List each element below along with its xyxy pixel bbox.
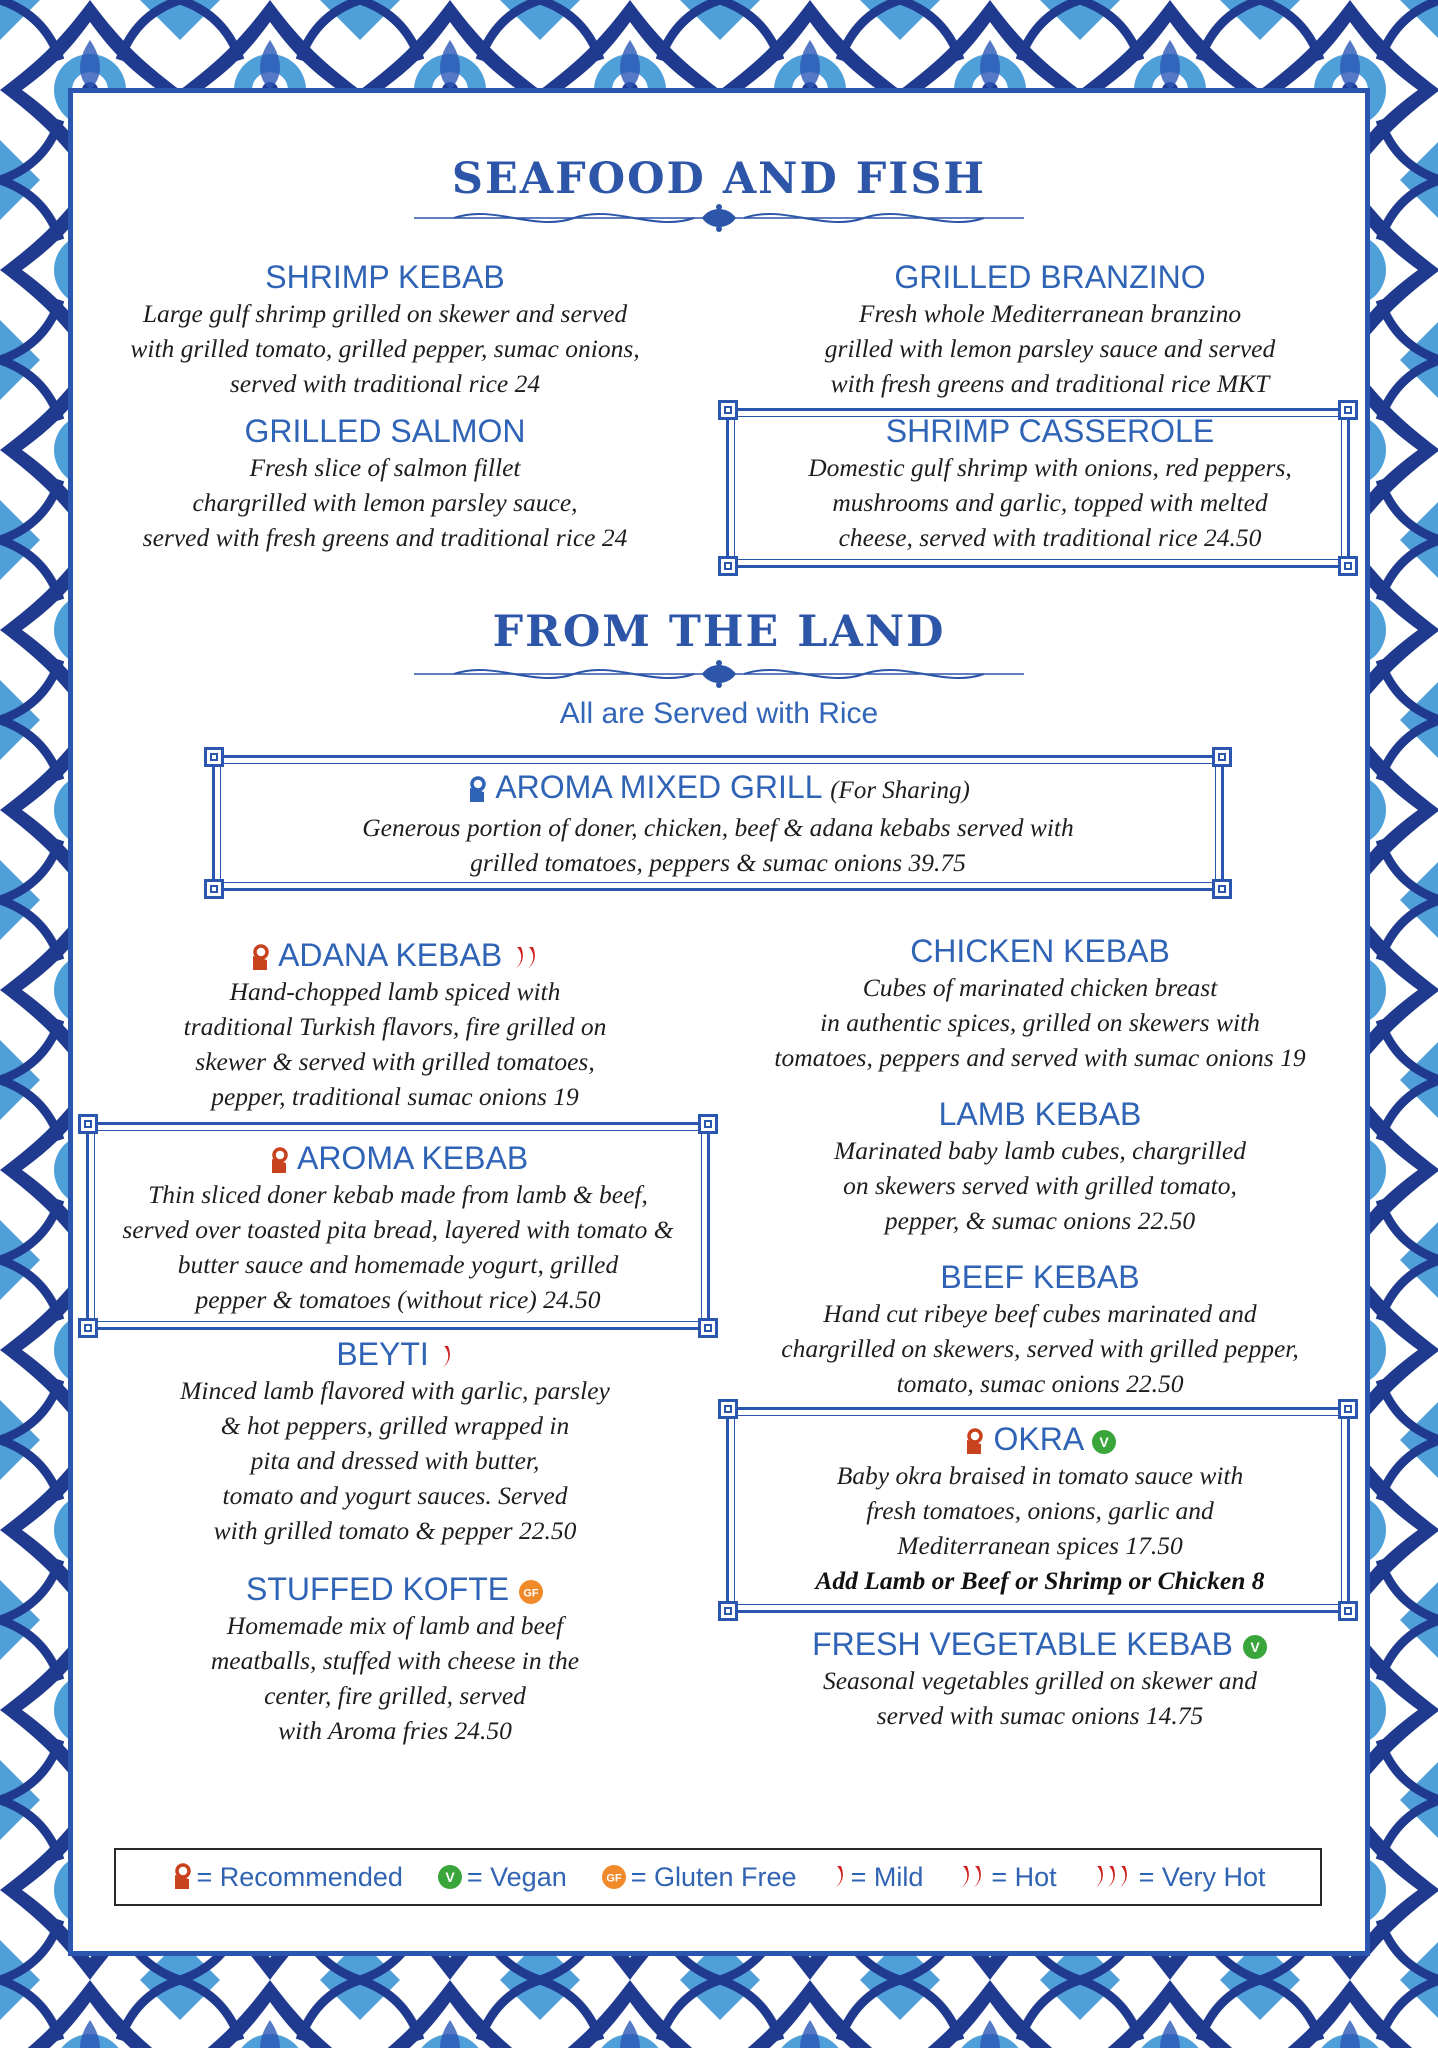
item-description-line: tomato and yogurt sauces. Served [222,1481,568,1510]
ornamental-flourish-divider [414,658,1024,690]
recommended-hand-icon [963,1428,985,1456]
menu-item-beef-kebab [730,1258,1350,1401]
very-hot-pepper-icon [1091,1864,1135,1890]
item-description-line: pepper, & sumac onions 22.50 [884,1206,1196,1235]
land-section-title: FROM THE LAND [492,607,946,657]
item-name: AROMA MIXED GRILL [495,769,822,805]
item-description-line: Fresh slice of salmon fillet [249,453,521,482]
item-description-line: Mediterranean spices 17.50 [897,1531,1183,1560]
legend-label: = Recommended [196,1861,403,1892]
item-description-line: with fresh greens and traditional rice MKT [830,369,1270,398]
menu-item-chicken-kebab [730,932,1350,1075]
legend-label: = Mild [850,1861,924,1892]
item-add-on-note: Add Lamb or Beef or Shrimp or Chicken 8 [815,1566,1265,1595]
item-description-line: traditional Turkish flavors, fire grilled on [183,1012,607,1041]
legend-hot [957,1862,1056,1893]
menu-item-stuffed-kofte [90,1570,700,1748]
mild-pepper-icon [438,1344,454,1370]
item-name: CHICKEN KEBAB [910,933,1170,969]
item-name: AROMA KEBAB [296,1140,529,1176]
menu-item-okra [730,1420,1350,1598]
item-description-line: Generous portion of doner, chicken, beef & adana kebabs served with [362,813,1074,842]
recommended-hand-icon [466,776,488,804]
item-name: FRESH VEGETABLE KEBAB [812,1626,1233,1662]
hot-pepper-icon [511,945,541,971]
item-name: GRILLED BRANZINO [894,259,1206,295]
menu-item-fresh-vegetable-kebab [730,1625,1350,1733]
menu-item-grilled-branzino [740,258,1360,401]
legend-recommended [171,1862,403,1893]
item-name: SHRIMP CASSEROLE [885,413,1215,449]
item-description-line: Fresh whole Mediterranean branzino [858,299,1242,328]
item-description-line: grilled with lemon parsley sauce and served [824,334,1276,363]
item-description-line: cheese, served with traditional rice 24.50 [838,523,1262,552]
legend-mild [831,1862,924,1893]
item-description-line: butter sauce and homemade yogurt, grilled [177,1250,619,1279]
item-description-line: fresh tomatoes, onions, garlic and [866,1496,1214,1525]
item-note: (For Sharing) [830,777,970,804]
recommended-hand-icon [268,1147,290,1175]
item-description-line: mushrooms and garlic, topped with melted [832,488,1268,517]
item-description-line: skewer & served with grilled tomatoes, [195,1047,595,1076]
item-description-line: on skewers served with grilled tomato, [843,1171,1237,1200]
ornamental-flourish-divider [414,202,1024,234]
item-description-line: with grilled tomato & pepper 22.50 [213,1516,577,1545]
vegan-badge-icon [1242,1634,1268,1660]
item-description-line: served with traditional rice 24 [229,369,541,398]
item-description-line: Hand cut ribeye beef cubes marinated and [823,1299,1257,1328]
item-description-line: Cubes of marinated chicken breast [862,973,1218,1002]
recommended-hand-icon [249,944,271,972]
menu-item-grilled-salmon [90,412,680,555]
gluten-free-badge-text: GF [606,1872,622,1885]
legend-label: = Very Hot [1138,1861,1266,1892]
item-description-line: chargrilled on skewers, served with grilled pepper, [781,1334,1299,1363]
item-description-line: Thin sliced doner kebab made from lamb & beef, [148,1180,648,1209]
dietary-legend [114,1848,1322,1906]
vegan-badge-icon [1091,1429,1117,1455]
legend-vegan [437,1862,567,1893]
legend-gluten-free [601,1862,797,1893]
item-name: BEEF KEBAB [940,1259,1140,1295]
item-description-line: Baby okra braised in tomato sauce with [836,1461,1244,1490]
item-name: STUFFED KOFTE [246,1571,510,1607]
item-description-line: in authentic spices, grilled on skewers with [820,1008,1260,1037]
legend-label: = Gluten Free [630,1861,797,1892]
item-description-line: pita and dressed with butter, [250,1446,540,1475]
item-name: OKRA [993,1421,1083,1457]
item-description-line: Large gulf shrimp grilled on skewer and served [142,299,628,328]
vegan-badge-text: V [445,1869,455,1885]
gluten-free-badge-text: GF [523,1587,539,1600]
recommended-hand-icon [171,1863,193,1891]
item-description-line: Hand-chopped lamb spiced with [229,977,561,1006]
hot-pepper-icon [957,1864,987,1890]
item-description-line: chargrilled with lemon parsley sauce, [192,488,578,517]
item-description-line: meatballs, stuffed with cheese in the [210,1646,580,1675]
menu-item-aroma-kebab [90,1139,706,1317]
item-description-line: Marinated baby lamb cubes, chargrilled [834,1136,1246,1165]
menu-item-aroma-mixed-grill [230,768,1206,880]
item-description-line: center, fire grilled, served [264,1681,526,1710]
menu-item-shrimp-kebab [90,258,680,401]
item-name: SHRIMP KEBAB [265,259,505,295]
item-description-line: with Aroma fries 24.50 [278,1716,512,1745]
legend-label: = Vegan [466,1861,567,1892]
item-description-line: tomato, sumac onions 22.50 [896,1369,1184,1398]
vegan-badge-text: V [1099,1433,1110,1450]
item-name: GRILLED SALMON [244,413,526,449]
menu-item-lamb-kebab [730,1095,1350,1238]
item-description-line: Homemade mix of lamb and beef [226,1611,564,1640]
item-description-line: Domestic gulf shrimp with onions, red peppers, [808,453,1292,482]
item-description-line: served with fresh greens and traditional rice 24 [142,523,628,552]
land-section-subtitle: All are Served with Rice [559,697,879,730]
item-description-line: served with sumac onions 14.75 [876,1701,1204,1730]
item-description-line: Seasonal vegetables grilled on skewer and [822,1666,1258,1695]
item-description-line: grilled tomatoes, peppers & sumac onions 39.75 [470,848,966,877]
item-description-line: pepper & tomatoes (without rice) 24.50 [195,1285,601,1314]
menu-item-beyti [90,1335,700,1548]
item-description-line: with grilled tomato, grilled pepper, sumac onions, [130,334,640,363]
item-description-line: pepper, traditional sumac onions 19 [211,1082,579,1111]
legend-very-hot [1091,1862,1266,1893]
mild-pepper-icon [831,1864,847,1890]
vegan-badge-text: V [1250,1638,1260,1655]
item-name: BEYTI [336,1336,429,1372]
menu-item-shrimp-casserole [740,412,1360,555]
item-description-line: Minced lamb flavored with garlic, parsley [180,1376,610,1405]
item-name: ADANA KEBAB [278,937,503,973]
item-name: LAMB KEBAB [938,1096,1142,1132]
gluten-free-badge-icon [518,1579,544,1605]
vegan-badge-icon [437,1864,463,1890]
seafood-section-title: SEAFOOD AND FISH [451,154,987,204]
menu-item-adana-kebab [90,936,700,1114]
item-description-line: tomatoes, peppers and served with sumac onions 19 [774,1043,1306,1072]
legend-label: = Hot [991,1861,1057,1892]
item-description-line: & hot peppers, grilled wrapped in [220,1411,570,1440]
item-description-line: served over toasted pita bread, layered with tomato & [122,1215,674,1244]
gluten-free-badge-icon [601,1864,627,1890]
